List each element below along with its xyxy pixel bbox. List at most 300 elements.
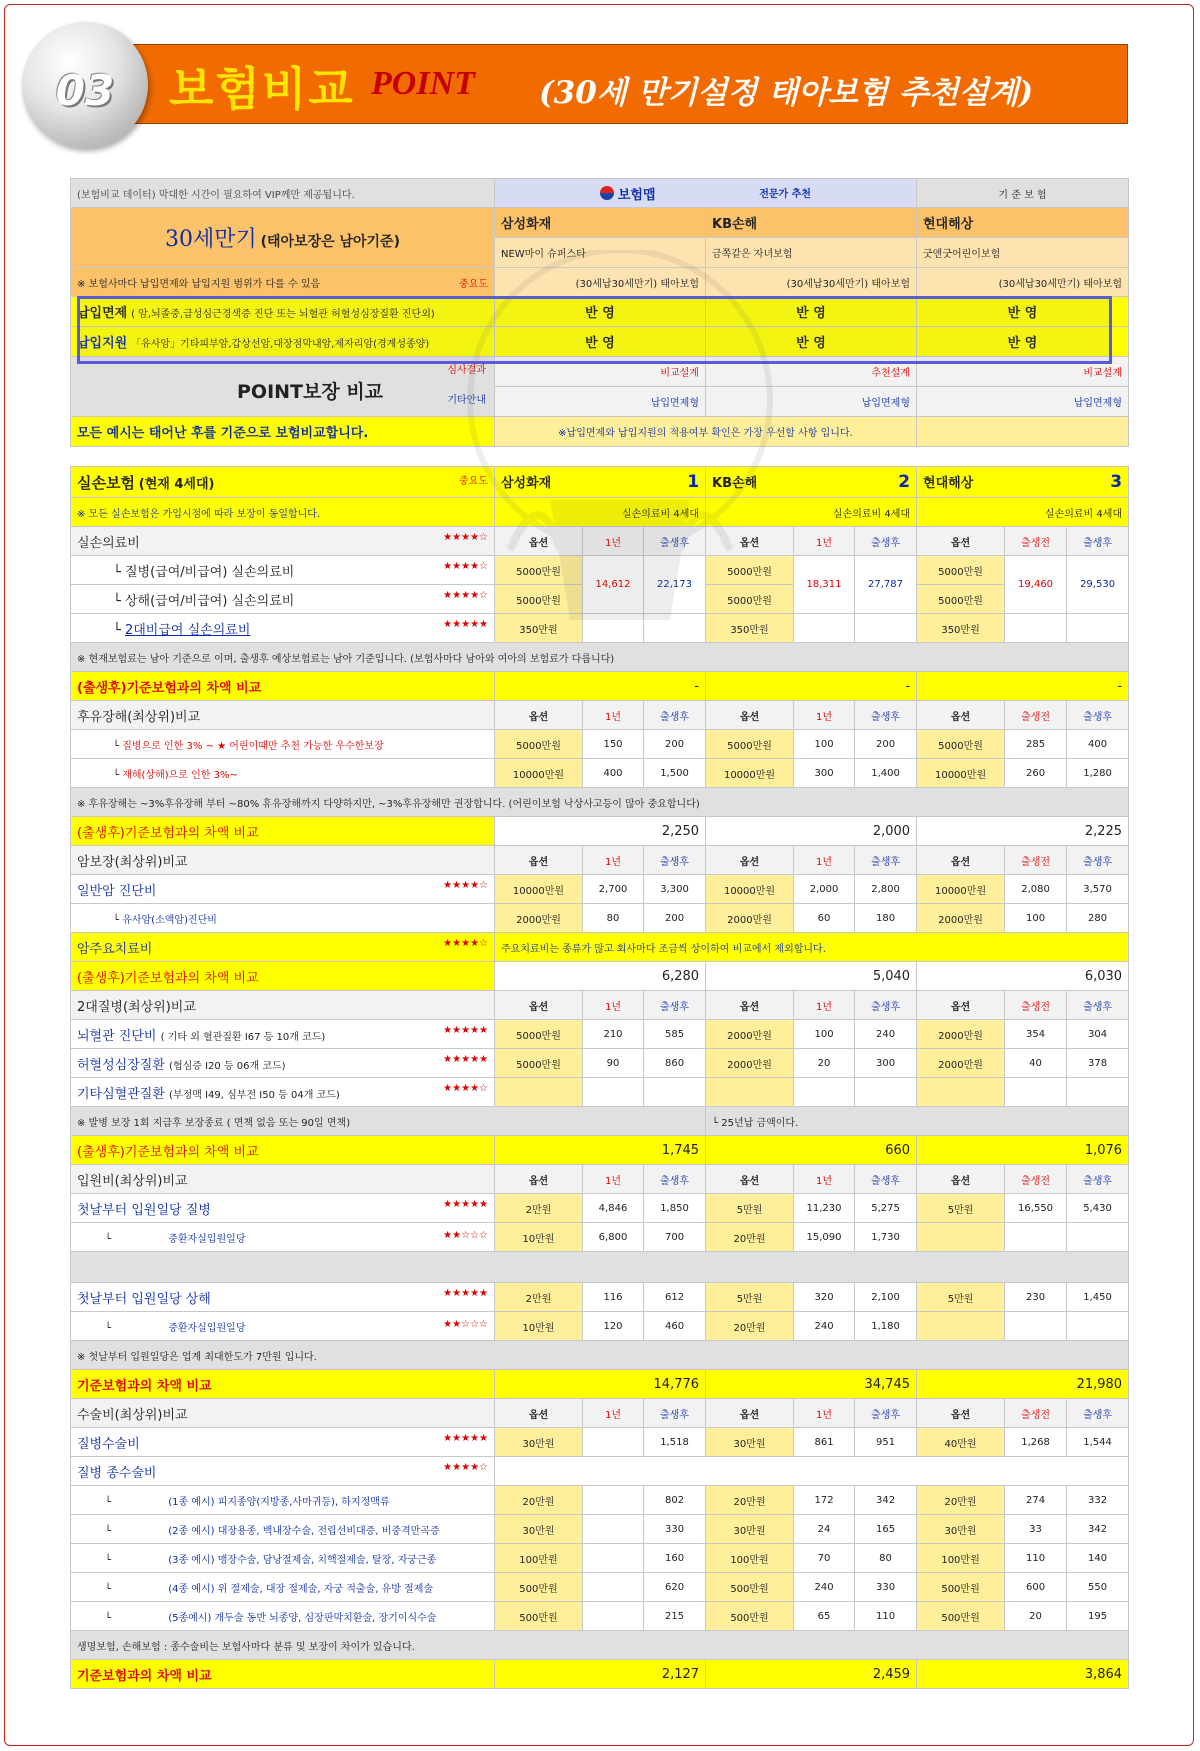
col-year1: 1년 [583,527,644,556]
two-major-title: 2대질병(최상위)비교 [71,991,495,1020]
cancer-treatment-row [71,933,495,962]
diff-value: 2,225 [917,817,1129,846]
option-value: 10000만원 [495,759,583,788]
premium-after: 22,173 [644,556,706,614]
col-after: 출생후 [1067,701,1129,730]
plan-subtitle: (태아보장은 남아기준) [260,234,400,250]
col-option: 옵션 [495,1399,583,1428]
col-before: 출생전 [1005,991,1067,1020]
diff-value: - [917,672,1129,701]
diff-value: 2,127 [495,1660,706,1689]
hospital-spacer [71,1252,1129,1283]
hospital-diff-label: 기준보험과의 차액 비교 [71,1370,495,1399]
option-value: 10000만원 [495,875,583,904]
value-after: 342 [855,1486,917,1515]
star-rating: ★★☆☆☆ [443,1318,488,1330]
option-value: 20만원 [706,1486,794,1515]
col-year1: 1년 [794,527,855,556]
silson-extra-row: └ 2대비급여 실손의료비 ★★★★★ [71,614,495,643]
value-1y: 2,700 [583,875,644,904]
value-before: 40 [1005,1049,1067,1078]
surgery-title: 수술비(최상위)비교 [71,1399,495,1428]
silson-number: 3 [1110,472,1123,492]
option-value: 5만원 [917,1283,1005,1312]
recommend-note: ★ 어린이때만 추천 가능한 우수한보장 [217,740,384,752]
star-rating: ★★★★☆ [443,879,488,891]
value-after: 280 [1067,904,1129,933]
value-before: 1,268 [1005,1428,1067,1457]
row-label: 뇌혈관 진단비 [77,1028,157,1044]
surgery-type2-row: └ (2종 예시) 대장용종, 백내장수술, 전립선비대증, 비중격만곡증 [71,1515,495,1544]
option-value: 5만원 [706,1194,794,1223]
row-label: 재해(상해)으로 인한 3%~ [122,769,238,781]
row-label: 첫날부터 입원일당 상해 [77,1291,211,1307]
silson-diff-label: (출생후)기준보험과의 차액 비교 [71,672,495,701]
two-major-note2: └ 25년납 금액이다. [706,1107,1129,1136]
col-after: 출생후 [855,1165,917,1194]
silson-number: 2 [898,472,911,492]
surgery-type4-row: └ (4종 예시) 위 절제술, 대장 절제술, 자궁 적출술, 유방 절제술 [71,1573,495,1602]
value-after: 860 [644,1049,706,1078]
col-after: 출생후 [644,701,706,730]
col-option: 옵션 [706,1399,794,1428]
col-option: 옵션 [917,1165,1005,1194]
premium-1y: 14,612 [583,556,644,614]
plan-title: 30세만기 [165,227,257,252]
row-label: 질병 종수술비 [77,1465,157,1481]
row-label: 중환자실입원일당 [168,1322,246,1334]
col-after: 출생후 [1067,527,1129,556]
surgery-diff-label: 기준보험과의 차액 비교 [71,1660,495,1689]
disability-note: ※ 후유장해는 ~3%후유장해 부터 ~80% 휴유장해까지 다양하지만, ~3%후유장해만 권장합니다. (어린이보험 낙상사고등이 많아 중요합니다) [71,788,1129,817]
diff-value: 2,459 [706,1660,917,1689]
value-after: 1,500 [644,759,706,788]
option-value: 350만원 [706,614,794,643]
col-option: 옵션 [917,991,1005,1020]
col-option: 옵션 [706,527,794,556]
product-samsung: NEW마이 슈퍼스타 [495,238,706,268]
cancer-title: 암보장(최상위)비교 [71,846,495,875]
row-label: 유사암(소액암)진단비 [122,914,217,926]
option-value: 5000만원 [917,585,1005,614]
surgery-type-row [71,1457,495,1486]
value-1y: 65 [794,1602,855,1631]
value-after: 1,850 [644,1194,706,1223]
top-comparison-table [70,178,1129,447]
range-note-text: ※ 보험사마다 납입면제와 납입지원 범위가 다를 수 있음 [77,278,321,290]
value-after: 165 [855,1515,917,1544]
value-after: 2,100 [855,1283,917,1312]
exempt-hyundai: 반 영 [917,297,1129,327]
row-label: 실손의료비 [77,535,140,551]
col-option: 옵션 [706,846,794,875]
value-1y: 2,000 [794,875,855,904]
value-1y: 24 [794,1515,855,1544]
cancer-minor-row: └ 유사암(소액암)진단비 [71,904,495,933]
value-1y: 15,090 [794,1223,855,1252]
value-1y: 210 [583,1020,644,1049]
col-after: 출생후 [644,846,706,875]
col-year1: 1년 [794,846,855,875]
two-major-diff-label: (출생후)기준보험과의 차액 비교 [71,1136,495,1165]
hospital-title: 입원비(최상위)비교 [71,1165,495,1194]
value-after: 1,280 [1067,759,1129,788]
priority-note: ※납입면제와 납입지원의 적용여부 확인은 가장 우선할 사항 입니다. [495,417,917,447]
page-header [70,44,1128,124]
option-value: 500만원 [917,1573,1005,1602]
company-hyundai: 현대해상 [917,208,1129,238]
expert-cell [495,179,917,208]
support-hyundai: 반 영 [917,327,1129,357]
silson-sick-row: └ 질병(급여/비급여) 실손의료비 ★★★★☆ [71,556,495,585]
term-samsung: (30세납30세만기) 태아보험 [495,268,706,297]
value-after: 5,430 [1067,1194,1129,1223]
value-after: 550 [1067,1573,1129,1602]
value-1y [583,1573,644,1602]
star-rating: ★★☆☆☆ [443,1229,488,1241]
value-1y: 400 [583,759,644,788]
col-year1: 1년 [794,1165,855,1194]
support-label: 납입지원 [77,336,128,351]
other-info: 기타안내 [447,395,486,406]
option-value: 500만원 [706,1573,794,1602]
value-1y [583,1486,644,1515]
col-after: 출생후 [1067,991,1129,1020]
review-kb: 추천설계 [706,357,917,387]
col-before: 출생전 [1005,527,1067,556]
col-option: 옵션 [917,701,1005,730]
cancer-diff-label: (출생후)기준보험과의 차액 비교 [71,962,495,991]
value-after: 200 [644,904,706,933]
value-after: 160 [644,1544,706,1573]
value-after: 180 [855,904,917,933]
col-option: 옵션 [495,991,583,1020]
option-value: 20만원 [706,1312,794,1341]
row-desc: ( 기타 외 혈관질환 I67 등 10개 코드) [160,1031,326,1043]
value-after: 200 [644,730,706,759]
value-after: 140 [1067,1544,1129,1573]
review-result: 심사결과 [447,365,486,376]
option-value: 2000만원 [706,1020,794,1049]
value-1y [583,1544,644,1573]
value-1y: 80 [583,904,644,933]
paytype-kb: 납입면제형 [706,387,917,417]
col-after: 출생후 [1067,1399,1129,1428]
col-year1: 1년 [583,846,644,875]
col-option: 옵션 [495,527,583,556]
value-before: 285 [1005,730,1067,759]
value-after: 620 [644,1573,706,1602]
premium-1y: 18,311 [794,556,855,614]
silson-sub-samsung: 실손의료비 4세대 [495,498,706,527]
star-rating: ★★★★★ [443,1024,488,1036]
row-label: 2대비급여 실손의료비 [124,622,251,638]
option-value: 5000만원 [495,556,583,585]
col-option: 옵션 [495,1165,583,1194]
option-value: 5만원 [706,1283,794,1312]
option-value: 10000만원 [706,875,794,904]
value-1y: 861 [794,1428,855,1457]
value-1y: 70 [794,1544,855,1573]
option-value: 350만원 [495,614,583,643]
value-after: 1,518 [644,1428,706,1457]
brand-logo-icon [600,186,614,200]
two-major-note: ※ 발병 보장 1회 지급후 보장종료 ( 면책 없음 또는 90일 면책) [71,1107,706,1136]
value-after: 700 [644,1223,706,1252]
star-rating: ★★★★☆ [443,937,488,949]
disability-sick-row: └ 질병으로 인한 3% ~ ★ 어린이때만 추천 가능한 우수한보장 [71,730,495,759]
section-number-badge [22,22,148,148]
exempt-samsung: 반 영 [495,297,706,327]
option-value: 30만원 [706,1515,794,1544]
support-desc: 「유사암」기타피부암,갑상선암,대장점막내암,제자리암(경계성종양) [131,339,430,350]
option-value: 20만원 [917,1486,1005,1515]
value-after: 342 [1067,1515,1129,1544]
company-samsung: 삼성화재 [495,208,706,238]
option-value: 30만원 [917,1515,1005,1544]
expert-label: 전문가 추천 [759,188,811,200]
silson-generation: (현재 4세대) [138,476,215,492]
option-value: 5000만원 [495,585,583,614]
option-value: 2000만원 [706,904,794,933]
value-after: 2,800 [855,875,917,904]
star-rating: ★★★★☆ [443,560,488,572]
row-label: 중환자실입원일당 [168,1233,246,1245]
silson-company-samsung [495,467,706,498]
value-1y: 172 [794,1486,855,1515]
row-desc: (협심증 I20 등 06개 코드) [169,1060,286,1072]
disability-injury-row: └ 재해(상해)으로 인한 3%~ [71,759,495,788]
hospital-note: ※ 첫날부터 입원일당은 업계 최대한도가 7만원 입니다. [71,1341,1129,1370]
option-value: 2만원 [495,1194,583,1223]
option-value: 500만원 [495,1573,583,1602]
option-value: 5000만원 [706,585,794,614]
row-label: 질병으로 인한 3% ~ [122,740,214,752]
col-after: 출생후 [1067,846,1129,875]
star-rating: ★★★★☆ [443,1082,488,1094]
silson-company-name: 현대해상 [923,476,974,491]
col-after: 출생후 [1067,1165,1129,1194]
value-after: 951 [855,1428,917,1457]
brand-name: 보험맵 [617,187,656,203]
diff-value: 1,076 [917,1136,1129,1165]
row-label: 기타심혈관질환 [77,1086,165,1102]
silson-company-kb [706,467,917,498]
value-before: 260 [1005,759,1067,788]
value-after: 3,570 [1067,875,1129,904]
option-value: 40만원 [917,1428,1005,1457]
option-value: 100만원 [917,1544,1005,1573]
point-title: POINT보장 비교 [237,381,384,403]
star-rating: ★★★★☆ [443,1461,488,1473]
premium-after: 29,530 [1067,556,1129,614]
value-after: 1,544 [1067,1428,1129,1457]
premium-before: 19,460 [1005,556,1067,614]
value-after: 332 [1067,1486,1129,1515]
row-label: (1종 예시) 피지종양(지방종,사마귀등), 하지정맥류 [168,1496,390,1508]
value-after: 3,300 [644,875,706,904]
diff-value: 3,864 [917,1660,1129,1689]
silson-title-cell [71,467,495,498]
value-1y: 116 [583,1283,644,1312]
option-value: 5000만원 [495,730,583,759]
col-option: 옵션 [706,701,794,730]
row-label: 첫날부터 입원일당 질병 [77,1202,211,1218]
option-value: 2000만원 [495,904,583,933]
value-after: 460 [644,1312,706,1341]
value-after: 612 [644,1283,706,1312]
star-rating: ★★★★☆ [443,589,488,601]
col-year1: 1년 [583,701,644,730]
col-option: 옵션 [706,1165,794,1194]
col-before: 출생전 [1005,1165,1067,1194]
hospital-icu-row-2: └ 중환자실입원일당 ★★☆☆☆ [71,1312,495,1341]
header-subtitle: (30세 만기설정 태아보험 추천설계) [539,75,1034,111]
col-year1: 1년 [794,1399,855,1428]
value-before: 33 [1005,1515,1067,1544]
surgery-sick-row [71,1428,495,1457]
option-value: 5만원 [917,1194,1005,1223]
diff-value: 2,000 [706,817,917,846]
value-1y: 320 [794,1283,855,1312]
paytype-hyundai: 납입면제형 [917,387,1129,417]
option-value: 10만원 [495,1312,583,1341]
surgery-type5-row: └ (5종예시) 개두술 동반 뇌종양, 심장판막치환술, 장기이식수술 [71,1602,495,1631]
term-hyundai: (30세납30세만기) 태아보험 [917,268,1129,297]
hospital-injury-row [71,1283,495,1312]
value-1y: 240 [794,1573,855,1602]
value-after: 400 [1067,730,1129,759]
diff-value: 6,030 [917,962,1129,991]
value-before: 230 [1005,1283,1067,1312]
col-after: 출생후 [644,527,706,556]
surgery-note: 생명보험, 손해보험 : 종수술비는 보험사마다 분류 및 보장이 차이가 있습니다. [71,1631,1129,1660]
diff-value: 34,745 [706,1370,917,1399]
silson-title: 실손보험 [77,473,135,492]
value-1y [583,1602,644,1631]
option-value: 20만원 [706,1223,794,1252]
option-value: 10만원 [495,1223,583,1252]
disability-title: 후유장해(최상위)비교 [71,701,495,730]
col-year1: 1년 [583,1399,644,1428]
option-value: 20만원 [495,1486,583,1515]
section-number: 03 [55,66,115,115]
value-after: 195 [1067,1602,1129,1631]
surgery-type1-row: └ (1종 예시) 피지종양(지방종,사마귀등), 하지정맥류 [71,1486,495,1515]
value-after: 215 [644,1602,706,1631]
exempt-kb: 반 영 [706,297,917,327]
col-after: 출생후 [644,991,706,1020]
value-after: 304 [1067,1020,1129,1049]
star-rating: ★★★★★ [443,1287,488,1299]
value-1y: 6,800 [583,1223,644,1252]
exempt-label: 납입면제 [77,306,128,321]
silson-sub-hyundai: 실손의료비 4세대 [917,498,1129,527]
silson-company-name: 삼성화재 [501,476,552,491]
value-after: 330 [855,1573,917,1602]
review-samsung: 비교설계 [495,357,706,387]
product-kb: 금쪽같은 자녀보험 [706,238,917,268]
value-before: 2,080 [1005,875,1067,904]
option-value: 30만원 [495,1515,583,1544]
col-option: 옵션 [495,846,583,875]
diff-value: 660 [706,1136,917,1165]
value-1y [583,1428,644,1457]
star-rating: ★★★★★ [443,618,488,630]
value-before: 274 [1005,1486,1067,1515]
silson-main-row [71,527,495,556]
hospital-sick-row [71,1194,495,1223]
cerebro-row [71,1020,495,1049]
point-title-cell [71,357,495,417]
value-1y: 240 [794,1312,855,1341]
value-after: 585 [644,1020,706,1049]
col-option: 옵션 [917,1399,1005,1428]
option-value: 500만원 [495,1602,583,1631]
silson-premium-note: ※ 현재보험료는 남아 기준으로 이며, 출생후 예상보험료는 남아 기준입니다. (보험사마다 남아와 여아의 보험료가 다릅니다) [71,643,1129,672]
priority-blank [917,417,1129,447]
value-1y: 100 [794,1020,855,1049]
row-label: 암주요치료비 [77,941,153,957]
ischemic-row [71,1049,495,1078]
silson-number: 1 [687,472,700,492]
option-value: 5000만원 [706,730,794,759]
value-before: 354 [1005,1020,1067,1049]
value-1y: 4,846 [583,1194,644,1223]
option-value: 350만원 [917,614,1005,643]
term-kb: (30세납30세만기) 태아보험 [706,268,917,297]
row-label: (4종 예시) 위 절제술, 대장 절제술, 자궁 적출술, 유방 절제술 [168,1583,434,1595]
col-year1: 1년 [794,701,855,730]
row-label: (3종 예시) 맹장수술, 담낭절제술, 치핵절제술, 탈장, 자궁근종 [168,1554,437,1566]
plan-title-cell [71,208,495,268]
option-value: 30만원 [495,1428,583,1457]
option-value: 10000만원 [917,875,1005,904]
col-after: 출생후 [644,1399,706,1428]
company-kb: KB손해 [706,208,917,238]
value-1y: 90 [583,1049,644,1078]
option-value: 10000만원 [706,759,794,788]
value-after: 1,400 [855,759,917,788]
value-before: 100 [1005,904,1067,933]
value-before: 110 [1005,1544,1067,1573]
cancer-general-row [71,875,495,904]
col-before: 출생전 [1005,846,1067,875]
value-before: 20 [1005,1602,1067,1631]
value-after: 378 [1067,1049,1129,1078]
option-value: 500만원 [917,1602,1005,1631]
option-value: 2000만원 [917,1020,1005,1049]
row-label: (5종예시) 개두술 동반 뇌종양, 심장판막치환술, 장기이식수술 [168,1612,437,1624]
star-rating: ★★★★★ [443,1432,488,1444]
header-title: 보험비교 [169,62,355,116]
hospital-icu-row: └ 중환자실입원일당 ★★☆☆☆ [71,1223,495,1252]
col-option: 옵션 [495,701,583,730]
option-value: 2000만원 [706,1049,794,1078]
col-option: 옵션 [917,846,1005,875]
col-after: 출생후 [855,527,917,556]
range-note [71,268,495,297]
diff-value: 14,776 [495,1370,706,1399]
value-1y: 150 [583,730,644,759]
col-option: 옵션 [706,991,794,1020]
value-after: 110 [855,1602,917,1631]
diff-value: 2,250 [495,817,706,846]
exempt-row [71,297,495,327]
option-value: 2000만원 [917,904,1005,933]
col-after: 출생후 [855,701,917,730]
silson-company-hyundai [917,467,1129,498]
